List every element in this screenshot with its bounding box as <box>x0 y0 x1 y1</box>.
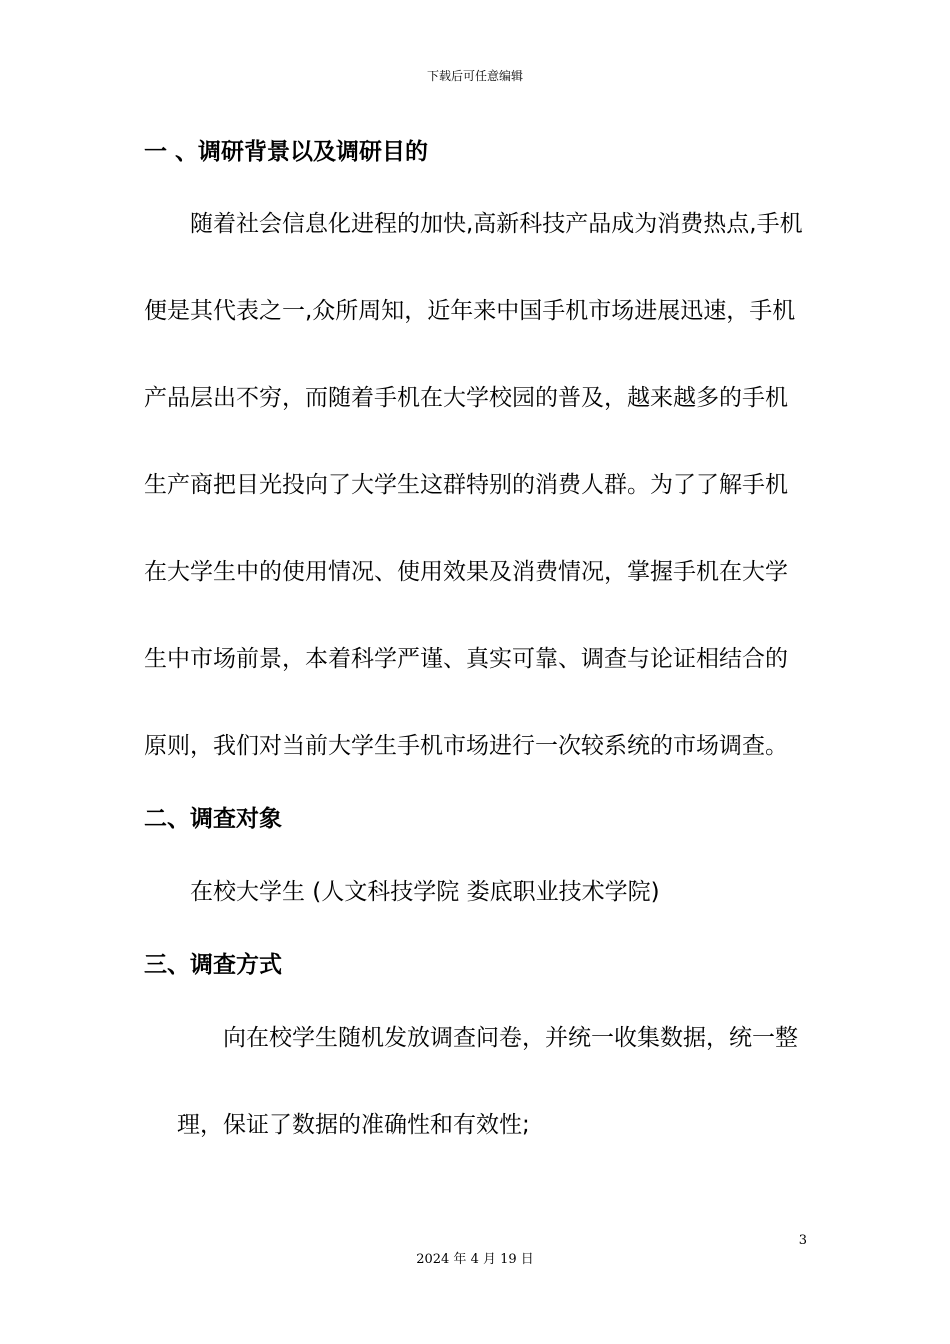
page-header: 下载后可任意编辑 <box>426 69 523 83</box>
section-heading-research-background: 一 、调研背景以及调研目的 <box>144 139 429 165</box>
section-heading-survey-target: 二、调查对象 <box>144 806 282 832</box>
paragraph-line: 原则，我们对当前大学生手机市场进行一次较系统的市场调查。 <box>144 733 788 759</box>
paragraph-line: 向在校学生随机发放调查问卷，并统一收集数据，统一整 <box>223 1025 798 1051</box>
page-footer-date: 2024 年 4 月 19 日 <box>416 1252 534 1267</box>
paragraph-line: 在校大学生 (人文科技学院 娄底职业技术学院) <box>190 879 660 905</box>
paragraph-line: 随着社会信息化进程的加快,高新科技产品成为消费热点,手机 <box>190 211 803 237</box>
paragraph-line: 便是其代表之一,众所周知，近年来中国手机市场进展迅速，手机 <box>144 298 796 324</box>
paragraph-line: 在大学生中的使用情况、使用效果及消费情况，掌握手机在大学 <box>144 559 788 585</box>
section-heading-survey-method: 三、调查方式 <box>144 952 282 978</box>
page-number: 3 <box>798 1233 807 1248</box>
paragraph-line: 产品层出不穷，而随着手机在大学校园的普及，越来越多的手机 <box>144 385 788 411</box>
paragraph-line: 生产商把目光投向了大学生这群特别的消费人群。为了了解手机 <box>144 472 788 498</box>
paragraph-line: 理，保证了数据的准确性和有效性; <box>177 1112 530 1138</box>
paragraph-line: 生中市场前景，本着科学严谨、真实可靠、调查与论证相结合的 <box>144 646 788 672</box>
